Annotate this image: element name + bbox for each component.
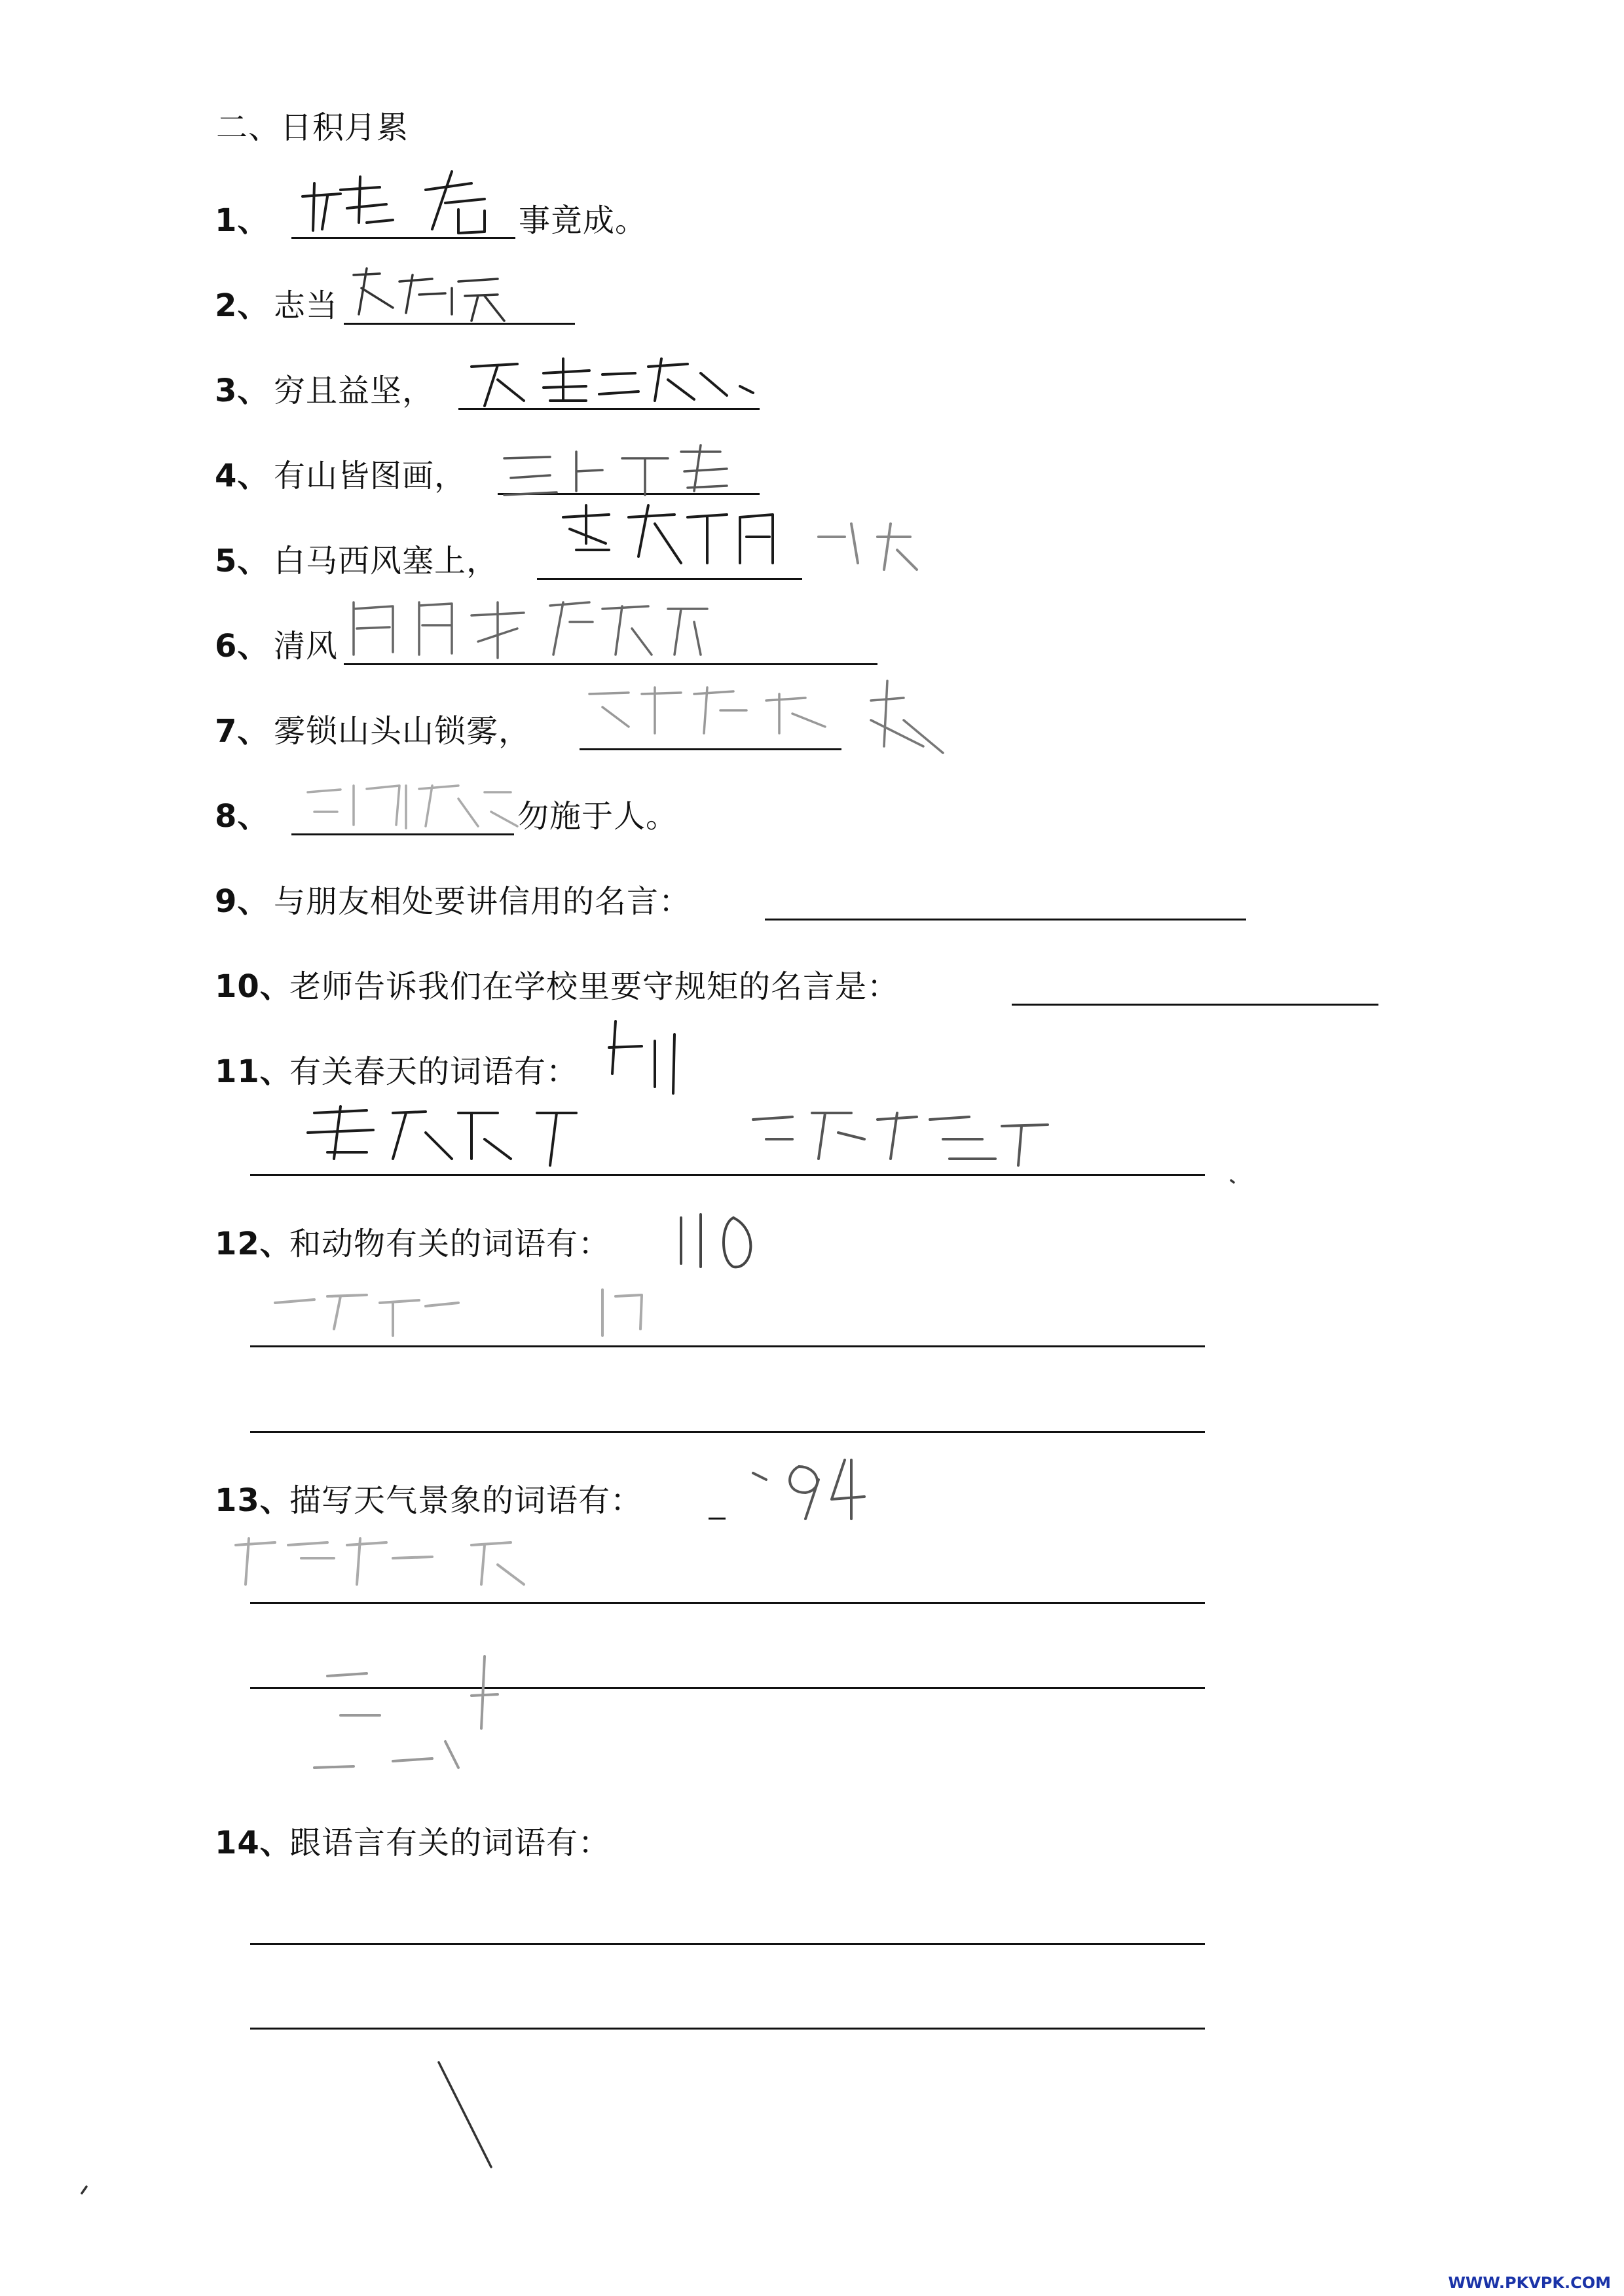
item-1-text-after: 事竟成。 [519, 202, 648, 239]
item-13-text-before: 描写天气景象的词语有： [289, 1482, 643, 1519]
item-5-number: 5、 [215, 543, 270, 579]
item-6-answer-line[interactable] [344, 663, 877, 665]
item-2-text-before: 志当 [274, 287, 339, 324]
item-7-handwriting [589, 681, 943, 753]
item-11-handwriting [308, 1021, 1048, 1165]
item-13-inline-line[interactable] [709, 1518, 726, 1520]
item-9-text-before: 与朋友相处要讲信用的名言： [274, 883, 692, 920]
item-10-answer-line[interactable] [1012, 1004, 1378, 1006]
item-13-answer-line-2[interactable] [250, 1687, 1205, 1689]
item-9-number: 9、 [215, 883, 270, 920]
item-12-number: 12、 [215, 1226, 292, 1262]
item-3-handwriting [471, 359, 753, 406]
item-6-handwriting [354, 602, 707, 658]
item-1-answer-line[interactable] [291, 237, 515, 239]
item-7-number: 7、 [215, 713, 270, 750]
item-6-number: 6、 [215, 628, 270, 665]
item-10-number: 10、 [215, 968, 292, 1005]
section-title: 二、日积月累 [216, 109, 409, 146]
item-5-answer-line[interactable] [537, 578, 802, 580]
item-11-number: 11、 [215, 1053, 292, 1090]
item-7-answer-line[interactable] [580, 748, 841, 750]
item-7-text-before: 雾锁山头山锁雾， [274, 713, 531, 750]
item-11-answer-line[interactable] [250, 1174, 1205, 1176]
item-13-number: 13、 [215, 1482, 292, 1519]
item-2-number: 2、 [215, 287, 270, 324]
item-13-answer-line-1[interactable] [250, 1602, 1205, 1604]
item-5-handwriting [563, 505, 917, 570]
item-2-handwriting [354, 268, 504, 321]
item-14-answer-line-1[interactable] [250, 1943, 1205, 1945]
item-14-answer-line-2[interactable] [250, 2028, 1205, 2030]
item-4-handwriting [504, 445, 727, 495]
item-3-text-before: 穷且益坚， [274, 373, 435, 409]
item-8-number: 8、 [215, 798, 270, 835]
item-4-text-before: 有山皆图画， [274, 458, 467, 494]
item-14-number: 14、 [215, 1825, 292, 1861]
item-12-answer-line-2[interactable] [250, 1431, 1205, 1433]
item-1-number: 1、 [215, 202, 270, 239]
item-4-answer-line[interactable] [498, 493, 760, 495]
item-8-text-after: 勿施于人。 [517, 798, 678, 835]
item-8-handwriting [308, 786, 517, 828]
item-2-answer-line[interactable] [344, 323, 575, 325]
item-14-text-before: 跟语言有关的词语有： [289, 1825, 611, 1861]
item-12-answer-line-1[interactable] [250, 1345, 1205, 1347]
item-6-text-before: 清风 [274, 628, 339, 665]
item-11-text-before: 有关春天的词语有： [289, 1053, 579, 1090]
item-8-answer-line[interactable] [291, 833, 514, 835]
item-5-text-before: 白马西风塞上， [274, 543, 499, 579]
item-12-text-before: 和动物有关的词语有： [289, 1226, 611, 1262]
item-1-handwriting [303, 172, 485, 233]
item-3-answer-line[interactable] [458, 408, 760, 410]
item-9-answer-line[interactable] [765, 919, 1246, 920]
item-3-number: 3、 [215, 373, 270, 409]
item-4-number: 4、 [215, 458, 270, 494]
footer-watermark: WWW.PKVPK.COM [1448, 2274, 1611, 2292]
item-10-text-before: 老师告诉我们在学校里要守规矩的名言是： [289, 968, 900, 1005]
